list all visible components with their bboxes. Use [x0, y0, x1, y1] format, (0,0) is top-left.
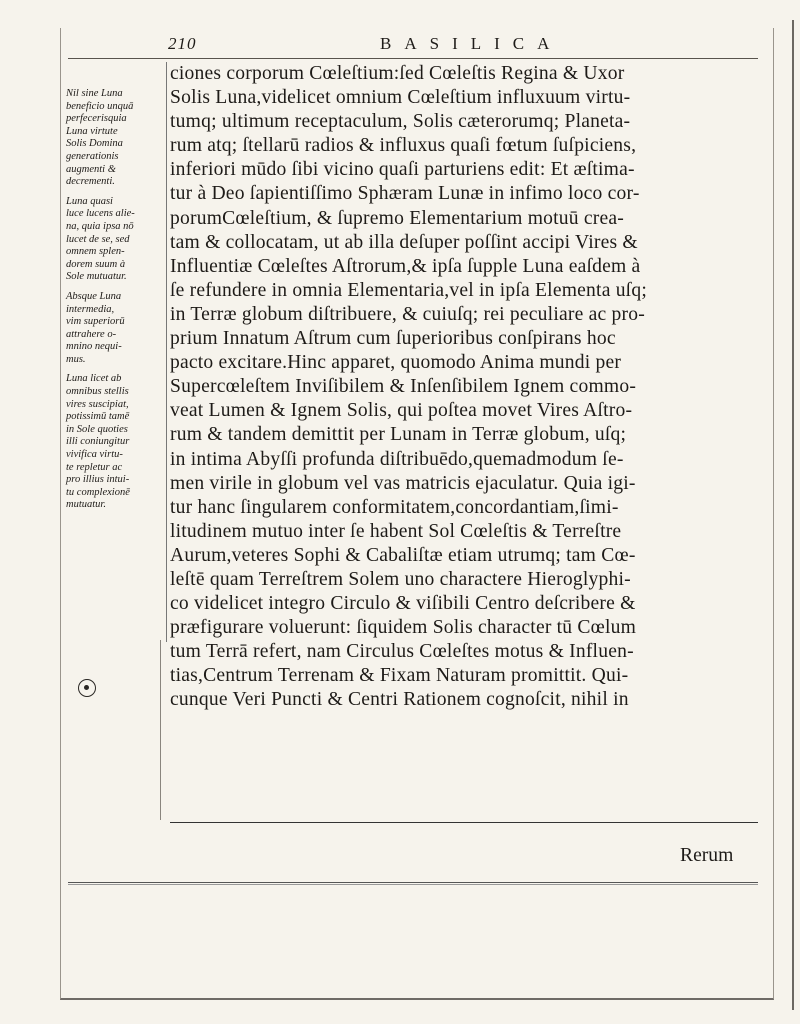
text-line: præfigurare voluerunt: ſiquidem Solis character tū Cœlum	[170, 617, 637, 639]
margin-note: tu complexionē	[66, 486, 130, 498]
margin-note: Solis Domina	[66, 138, 123, 150]
margin-gap	[66, 189, 166, 196]
margin-note: Absque Luna	[66, 290, 122, 302]
text-line: co videlicet integro Circulo & viſibili Centro deſcribere &	[170, 593, 636, 615]
text-line: tumq; ultimum receptaculum, Solis cæterorumq; Planeta-	[170, 111, 631, 133]
margin-note: pro illius intui-	[66, 474, 130, 486]
margin-note: intermedia,	[66, 303, 115, 315]
text-line: rum atq; ſtellarū radios & influxus quaſi fœtum ſuſpiciens,	[170, 135, 637, 157]
text-line: prium Innatum Aſtrum cum ſuperioribus conſpirans hoc	[170, 328, 616, 350]
margin-notes	[66, 88, 166, 512]
text-line: Aurum,veteres Sophi & Cabaliſtæ etiam utrumq; tam Cœ-	[170, 544, 636, 566]
sun-symbol-icon	[78, 679, 96, 697]
margin-note: mus.	[66, 353, 86, 365]
text-line: ciones corporum Cœleſtium:ſed Cœleſtis Regina & Uxor	[170, 63, 625, 84]
margin-note: illi coniungitur	[66, 436, 130, 448]
margin-note: omnibus stellis	[66, 386, 129, 398]
margin-note: beneficio unquā	[66, 100, 134, 112]
text-line: leſtē quam Terreſtrem Solem uno charactere Hieroglyphi-	[170, 568, 631, 590]
margin-note: perfecerisquia	[66, 113, 127, 125]
margin-note: te repletur ac	[66, 461, 123, 473]
text-line: Solis Luna,videlicet omnium Cœleſtium influxuum virtu-	[170, 87, 631, 109]
margin-gap	[66, 366, 166, 373]
running-head: BASILICA	[380, 34, 563, 53]
text-line: Supercœleſtem Inviſibilem & Inſenſibilem Ignem commo-	[170, 376, 637, 398]
margin-note: attrahere o-	[66, 328, 117, 340]
margin-note: Luna virtute	[66, 125, 118, 137]
margin-note: potissimū tamē	[66, 411, 130, 423]
folio-number: 210	[168, 34, 197, 53]
text-line: in Terræ globum diſtribuere, & cuiuſq; rei peculiare ac pro-	[170, 303, 645, 325]
text-line: tur à Deo ſapientiſſimo Sphæram Lunæ in infimo loco cor-	[170, 183, 640, 205]
footer-rule-secondary	[68, 884, 758, 885]
text-line: rum & tandem demittit per Lunam in Terræ globum, uſq;	[170, 424, 627, 446]
text-line: cunque Veri Puncti & Centri Rationem cognoſcit, nihil in	[170, 689, 629, 711]
margin-note: augmenti &	[66, 163, 116, 175]
text-bottom-rule	[170, 822, 758, 823]
page-edge	[792, 20, 794, 1010]
catchword: Rerum	[680, 845, 734, 866]
margin-note: vivifica virtu-	[66, 449, 123, 461]
margin-note: Luna licet ab	[66, 373, 122, 385]
body-text	[170, 62, 760, 713]
margin-note: lucet de se, sed	[66, 233, 130, 245]
margin-note: generationis	[66, 150, 119, 162]
text-line: veat Lumen & Ignem Solis, qui poſtea movet Vires Aſtro-	[170, 400, 633, 422]
text-line: tam & collocatam, ut ab illa deſuper poſſint accipi Vires &	[170, 231, 638, 253]
margin-note: mnino nequi-	[66, 341, 122, 353]
margin-note: mutuatur.	[66, 499, 106, 511]
text-line: litudinem mutuo inter ſe habent Sol Cœleſtis & Terreſtre	[170, 520, 622, 542]
margin-note: Nil sine Luna	[66, 88, 123, 99]
margin-note: Sole mutuatur.	[66, 271, 127, 283]
margin-note: decrementi.	[66, 176, 115, 188]
text-line: tur hanc ſingularem conformitatem,concordantiam,ſimi-	[170, 496, 619, 518]
margin-note: in Sole quoties	[66, 423, 128, 435]
text-line: Influentiæ Cœleſtes Aſtrorum,& ipſa ſupple Luna eaſdem à	[170, 255, 641, 277]
margin-note: vim superiorū	[66, 316, 125, 328]
text-line: tum Terrā refert, nam Circulus Cœleſtes motus & Influen-	[170, 641, 634, 663]
text-line: men virile in globum vel vas matricis ejaculatur. Quia igi-	[170, 472, 636, 494]
margin-note: Luna quasi	[66, 195, 113, 207]
margin-note: omnem splen-	[66, 246, 125, 258]
text-line: porumCœleſtium, & ſupremo Elementarium motuū crea-	[170, 207, 625, 229]
margin-note: na, quia ipsa nō	[66, 220, 134, 232]
text-line: pacto excitare.Hinc apparet, quomodo Anima mundi per	[170, 352, 622, 374]
text-line: in intima Abyſſi profunda diſtribuēdo,quemadmodum ſe-	[170, 448, 624, 470]
margin-gap	[66, 284, 166, 291]
margin-divider	[166, 62, 167, 642]
margin-note: luce lucens alie-	[66, 208, 135, 220]
text-line: ſe refundere in omnia Elementaria,vel in ipſa Elementa uſq;	[170, 279, 647, 301]
footer-rule	[68, 882, 758, 883]
margin-note: dorem suum à	[66, 258, 126, 270]
header-rule	[68, 58, 758, 59]
text-line: inferiori mūdo ſibi vicino quaſi parturiens edit: Et æſtima-	[170, 159, 635, 181]
margin-note: vires suscipiat,	[66, 398, 129, 410]
text-line: tias,Centrum Terrenam & Fixam Naturam promittit. Qui-	[170, 665, 629, 687]
